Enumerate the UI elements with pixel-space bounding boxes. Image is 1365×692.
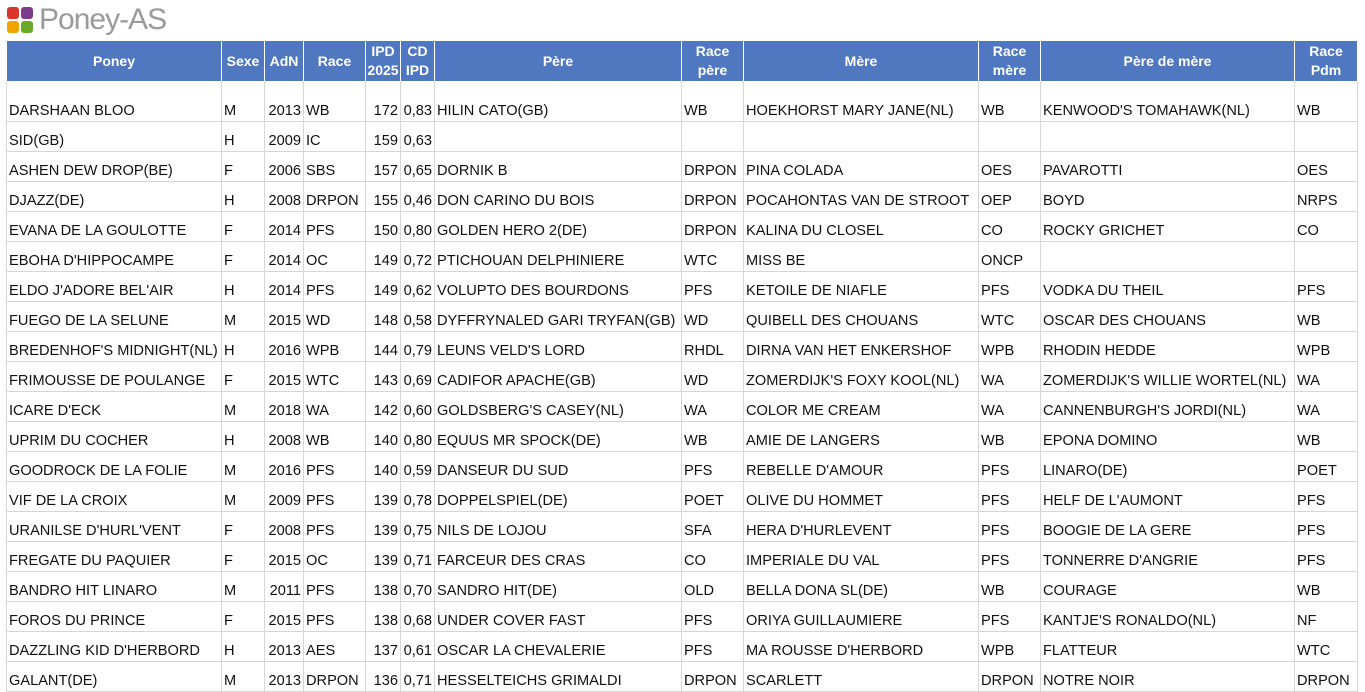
cell-sexe: F (222, 242, 265, 272)
cell-poney: VIF DE LA CROIX (7, 482, 222, 512)
cell-pere: VOLUPTO DES BOURDONS (435, 272, 682, 302)
cell-cd-ipd: 0,71 (401, 662, 435, 692)
cell-ipd-2025: 143 (366, 362, 401, 392)
column-header-cd-ipd[interactable]: CD IPD (401, 41, 435, 82)
cell-poney: ASHEN DEW DROP(BE) (7, 152, 222, 182)
cell-pere: DYFFRYNALED GARI TRYFAN(GB) (435, 302, 682, 332)
cell-mere (744, 122, 979, 152)
cell-race-pere: WB (682, 422, 744, 452)
cell-race-pere: POET (682, 482, 744, 512)
cell-ipd-2025: 142 (366, 392, 401, 422)
cell-mere: HERA D'HURLEVENT (744, 512, 979, 542)
cell-cd-ipd: 0,62 (401, 272, 435, 302)
table-row[interactable] (7, 632, 1358, 662)
cell-race-pdm: WB (1295, 302, 1358, 332)
cell-mere: MA ROUSSE D'HERBORD (744, 632, 979, 662)
cell-sexe: H (222, 422, 265, 452)
cell-sexe: H (222, 632, 265, 662)
cell-race-mere: PFS (979, 602, 1041, 632)
app-logo (7, 3, 166, 37)
cell-poney: BREDENHOF'S MIDNIGHT(NL) (7, 332, 222, 362)
cell-race: PFS (304, 482, 366, 512)
cell-cd-ipd: 0,46 (401, 182, 435, 212)
cell-race-pere: DRPON (682, 182, 744, 212)
cell-race: IC (304, 122, 366, 152)
cell-race-mere: OES (979, 152, 1041, 182)
cell-race-mere: CO (979, 212, 1041, 242)
table-row[interactable] (7, 82, 1358, 122)
cell-cd-ipd: 0,80 (401, 212, 435, 242)
cell-poney: GALANT(DE) (7, 662, 222, 692)
cell-poney: EVANA DE LA GOULOTTE (7, 212, 222, 242)
column-header-race-pdm[interactable]: Race Pdm (1295, 41, 1358, 82)
cell-race: WD (304, 302, 366, 332)
cell-ipd-2025: 138 (366, 572, 401, 602)
cell-race-mere: WB (979, 572, 1041, 602)
cell-mere: PINA COLADA (744, 152, 979, 182)
cell-mere: KETOILE DE NIAFLE (744, 272, 979, 302)
cell-pere: FARCEUR DES CRAS (435, 542, 682, 572)
cell-cd-ipd: 0,80 (401, 422, 435, 452)
logo-square-red (7, 7, 19, 19)
cell-cd-ipd: 0,75 (401, 512, 435, 542)
cell-poney: UPRIM DU COCHER (7, 422, 222, 452)
cell-pere: GOLDEN HERO 2(DE) (435, 212, 682, 242)
cell-race-pdm: WB (1295, 82, 1358, 122)
cell-sexe: H (222, 272, 265, 302)
cell-cd-ipd: 0,83 (401, 82, 435, 122)
cell-pere-de-mere: COURAGE (1041, 572, 1295, 602)
cell-race-mere: WPB (979, 332, 1041, 362)
cell-race-mere: WB (979, 422, 1041, 452)
cell-race-pdm: NRPS (1295, 182, 1358, 212)
cell-race-mere: PFS (979, 482, 1041, 512)
cell-pere: NILS DE LOJOU (435, 512, 682, 542)
column-header-ipd-2025[interactable]: IPD 2025 (366, 41, 401, 82)
cell-race-mere: WTC (979, 302, 1041, 332)
cell-ipd-2025: 139 (366, 542, 401, 572)
column-header-pere[interactable]: Père (435, 41, 682, 82)
cell-pere: GOLDSBERG'S CASEY(NL) (435, 392, 682, 422)
table-row[interactable] (7, 482, 1358, 512)
cell-race-mere: WA (979, 392, 1041, 422)
cell-race-pdm: DRPON (1295, 662, 1358, 692)
cell-sexe: M (222, 392, 265, 422)
cell-ipd-2025: 140 (366, 422, 401, 452)
cell-ipd-2025: 137 (366, 632, 401, 662)
cell-race-mere: PFS (979, 272, 1041, 302)
cell-pere: DON CARINO DU BOIS (435, 182, 682, 212)
cell-race-pdm: WB (1295, 572, 1358, 602)
cell-poney: DAZZLING KID D'HERBORD (7, 632, 222, 662)
column-header-race-pere[interactable]: Race père (682, 41, 744, 82)
cell-race-pdm: WB (1295, 422, 1358, 452)
cell-ipd-2025: 136 (366, 662, 401, 692)
cell-race-pere: WD (682, 362, 744, 392)
table-row[interactable] (7, 302, 1358, 332)
cell-sexe: M (222, 452, 265, 482)
cell-mere: ORIYA GUILLAUMIERE (744, 602, 979, 632)
cell-ipd-2025: 139 (366, 482, 401, 512)
cell-sexe: H (222, 332, 265, 362)
cell-sexe: M (222, 662, 265, 692)
cell-poney: FRIMOUSSE DE POULANGE (7, 362, 222, 392)
cell-cd-ipd: 0,59 (401, 452, 435, 482)
cell-sexe: M (222, 302, 265, 332)
cell-adn: 2015 (265, 362, 304, 392)
logo-square-green (21, 21, 33, 33)
cell-sexe: F (222, 152, 265, 182)
cell-sexe: F (222, 212, 265, 242)
cell-race: AES (304, 632, 366, 662)
cell-sexe: M (222, 572, 265, 602)
cell-race-pdm: WTC (1295, 632, 1358, 662)
cell-race-pdm: WPB (1295, 332, 1358, 362)
cell-adn: 2014 (265, 272, 304, 302)
cell-poney: DARSHAAN BLOO (7, 82, 222, 122)
cell-poney: BANDRO HIT LINARO (7, 572, 222, 602)
cell-race-pdm: PFS (1295, 272, 1358, 302)
cell-race-mere: ONCP (979, 242, 1041, 272)
cell-race-pdm (1295, 122, 1358, 152)
cell-race: PFS (304, 572, 366, 602)
cell-pere-de-mere (1041, 242, 1295, 272)
cell-pere-de-mere: VODKA DU THEIL (1041, 272, 1295, 302)
cell-adn: 2009 (265, 122, 304, 152)
cell-race-pdm: NF (1295, 602, 1358, 632)
cell-sexe: M (222, 482, 265, 512)
cell-mere: MISS BE (744, 242, 979, 272)
cell-race-pere: WD (682, 302, 744, 332)
cell-race-pere: WB (682, 82, 744, 122)
cell-sexe: F (222, 512, 265, 542)
cell-race-pere: DRPON (682, 152, 744, 182)
table-row[interactable] (7, 392, 1358, 422)
column-header-race-mere[interactable]: Race mère (979, 41, 1041, 82)
cell-ipd-2025: 159 (366, 122, 401, 152)
cell-mere: QUIBELL DES CHOUANS (744, 302, 979, 332)
cell-pere (435, 122, 682, 152)
cell-race-pdm: PFS (1295, 542, 1358, 572)
cell-poney: URANILSE D'HURL'VENT (7, 512, 222, 542)
cell-race-pere: CO (682, 542, 744, 572)
cell-race-mere: OEP (979, 182, 1041, 212)
cell-race-mere: PFS (979, 512, 1041, 542)
cell-cd-ipd: 0,70 (401, 572, 435, 602)
table-row[interactable] (7, 662, 1358, 692)
column-header-pere-de-mere[interactable]: Père de mère (1041, 41, 1295, 82)
cell-mere: COLOR ME CREAM (744, 392, 979, 422)
cell-poney: ICARE D'ECK (7, 392, 222, 422)
table-row[interactable] (7, 122, 1358, 152)
cell-adn: 2008 (265, 182, 304, 212)
cell-pere-de-mere: BOOGIE DE LA GERE (1041, 512, 1295, 542)
cell-mere: OLIVE DU HOMMET (744, 482, 979, 512)
cell-pere-de-mere: EPONA DOMINO (1041, 422, 1295, 452)
app-title: Poney-AS (39, 3, 167, 36)
cell-race-pere: PFS (682, 632, 744, 662)
cell-race: PFS (304, 512, 366, 542)
cell-pere: EQUUS MR SPOCK(DE) (435, 422, 682, 452)
cell-race-pdm: WA (1295, 392, 1358, 422)
cell-pere: SANDRO HIT(DE) (435, 572, 682, 602)
cell-sexe: F (222, 362, 265, 392)
column-header-poney[interactable]: Poney (7, 41, 222, 82)
cell-race-pdm: CO (1295, 212, 1358, 242)
cell-race-mere: PFS (979, 542, 1041, 572)
cell-race-pere: SFA (682, 512, 744, 542)
column-header-race[interactable]: Race (304, 41, 366, 82)
table-row[interactable] (7, 452, 1358, 482)
cell-pere: PTICHOUAN DELPHINIERE (435, 242, 682, 272)
cell-race-pdm: PFS (1295, 512, 1358, 542)
cell-race: WTC (304, 362, 366, 392)
cell-race-mere: DRPON (979, 662, 1041, 692)
cell-sexe: M (222, 82, 265, 122)
cell-sexe: F (222, 602, 265, 632)
cell-race-pere: DRPON (682, 212, 744, 242)
cell-mere: ZOMERDIJK'S FOXY KOOL(NL) (744, 362, 979, 392)
cell-race-pdm: OES (1295, 152, 1358, 182)
table-header-row (7, 41, 1358, 82)
cell-race-pere (682, 122, 744, 152)
cell-mere: HOEKHORST MARY JANE(NL) (744, 82, 979, 122)
cell-adn: 2009 (265, 482, 304, 512)
cell-pere-de-mere: LINARO(DE) (1041, 452, 1295, 482)
cell-race-mere: WB (979, 82, 1041, 122)
cell-race-pere: WA (682, 392, 744, 422)
cell-adn: 2015 (265, 602, 304, 632)
cell-poney: ELDO J'ADORE BEL'AIR (7, 272, 222, 302)
cell-race-pere: WTC (682, 242, 744, 272)
cell-poney: FREGATE DU PAQUIER (7, 542, 222, 572)
cell-race: WA (304, 392, 366, 422)
cell-cd-ipd: 0,63 (401, 122, 435, 152)
column-header-mere[interactable]: Mère (744, 41, 979, 82)
cell-race-mere: WA (979, 362, 1041, 392)
cell-adn: 2016 (265, 452, 304, 482)
cell-adn: 2015 (265, 302, 304, 332)
cell-sexe: H (222, 182, 265, 212)
cell-adn: 2013 (265, 632, 304, 662)
cell-adn: 2013 (265, 662, 304, 692)
cell-race-pere: RHDL (682, 332, 744, 362)
cell-race-pere: PFS (682, 272, 744, 302)
cell-race: PFS (304, 602, 366, 632)
column-header-adn[interactable]: AdN (265, 41, 304, 82)
cell-cd-ipd: 0,68 (401, 602, 435, 632)
cell-race-pere: PFS (682, 452, 744, 482)
cell-cd-ipd: 0,78 (401, 482, 435, 512)
cell-pere-de-mere: CANNENBURGH'S JORDI(NL) (1041, 392, 1295, 422)
cell-pere: DANSEUR DU SUD (435, 452, 682, 482)
cell-ipd-2025: 139 (366, 512, 401, 542)
table-row[interactable] (7, 512, 1358, 542)
cell-mere: IMPERIALE DU VAL (744, 542, 979, 572)
cell-pere: OSCAR LA CHEVALERIE (435, 632, 682, 662)
cell-adn: 2008 (265, 512, 304, 542)
table-row[interactable] (7, 182, 1358, 212)
cell-ipd-2025: 150 (366, 212, 401, 242)
cell-adn: 2014 (265, 212, 304, 242)
cell-ipd-2025: 149 (366, 272, 401, 302)
cell-race-pere: DRPON (682, 662, 744, 692)
cell-mere: DIRNA VAN HET ENKERSHOF (744, 332, 979, 362)
cell-race: PFS (304, 452, 366, 482)
table-row[interactable] (7, 332, 1358, 362)
cell-sexe: H (222, 122, 265, 152)
table-row[interactable] (7, 422, 1358, 452)
cell-mere: REBELLE D'AMOUR (744, 452, 979, 482)
table-row[interactable] (7, 212, 1358, 242)
logo-square-orange (7, 21, 19, 33)
cell-cd-ipd: 0,71 (401, 542, 435, 572)
cell-ipd-2025: 157 (366, 152, 401, 182)
cell-ipd-2025: 140 (366, 452, 401, 482)
cell-adn: 2006 (265, 152, 304, 182)
cell-cd-ipd: 0,58 (401, 302, 435, 332)
cell-pere-de-mere: KENWOOD'S TOMAHAWK(NL) (1041, 82, 1295, 122)
cell-race: WB (304, 422, 366, 452)
cell-adn: 2011 (265, 572, 304, 602)
cell-poney: FUEGO DE LA SELUNE (7, 302, 222, 332)
cell-pere-de-mere: PAVAROTTI (1041, 152, 1295, 182)
cell-race-mere: WPB (979, 632, 1041, 662)
cell-pere: UNDER COVER FAST (435, 602, 682, 632)
cell-poney: FOROS DU PRINCE (7, 602, 222, 632)
table-body (7, 82, 1358, 692)
cell-race: WPB (304, 332, 366, 362)
cell-poney: EBOHA D'HIPPOCAMPE (7, 242, 222, 272)
cell-pere-de-mere: RHODIN HEDDE (1041, 332, 1295, 362)
cell-cd-ipd: 0,65 (401, 152, 435, 182)
table-row[interactable] (7, 242, 1358, 272)
cell-race-pdm: WA (1295, 362, 1358, 392)
cell-race-pere: OLD (682, 572, 744, 602)
cell-adn: 2014 (265, 242, 304, 272)
cell-poney: SID(GB) (7, 122, 222, 152)
cell-adn: 2018 (265, 392, 304, 422)
cell-pere-de-mere: TONNERRE D'ANGRIE (1041, 542, 1295, 572)
cell-race: PFS (304, 272, 366, 302)
cell-race: DRPON (304, 662, 366, 692)
cell-race-mere: PFS (979, 452, 1041, 482)
cell-pere: CADIFOR APACHE(GB) (435, 362, 682, 392)
cell-ipd-2025: 172 (366, 82, 401, 122)
cell-pere-de-mere: BOYD (1041, 182, 1295, 212)
cell-adn: 2013 (265, 82, 304, 122)
cell-adn: 2016 (265, 332, 304, 362)
cell-cd-ipd: 0,72 (401, 242, 435, 272)
cell-race-pdm: POET (1295, 452, 1358, 482)
cell-pere-de-mere (1041, 122, 1295, 152)
table-row[interactable] (7, 362, 1358, 392)
cell-race-mere (979, 122, 1041, 152)
cell-ipd-2025: 144 (366, 332, 401, 362)
cell-ipd-2025: 155 (366, 182, 401, 212)
table-row[interactable] (7, 152, 1358, 182)
cell-race: DRPON (304, 182, 366, 212)
column-header-sexe[interactable]: Sexe (222, 41, 265, 82)
cell-adn: 2015 (265, 542, 304, 572)
cell-mere: AMIE DE LANGERS (744, 422, 979, 452)
cell-poney: DJAZZ(DE) (7, 182, 222, 212)
ponies-table (6, 40, 1358, 692)
cell-race: WB (304, 82, 366, 122)
cell-cd-ipd: 0,79 (401, 332, 435, 362)
cell-cd-ipd: 0,60 (401, 392, 435, 422)
table-row[interactable] (7, 542, 1358, 572)
cell-cd-ipd: 0,69 (401, 362, 435, 392)
cell-pere-de-mere: OSCAR DES CHOUANS (1041, 302, 1295, 332)
table-row[interactable] (7, 572, 1358, 602)
cell-adn: 2008 (265, 422, 304, 452)
cell-pere-de-mere: KANTJE'S RONALDO(NL) (1041, 602, 1295, 632)
cell-race: OC (304, 542, 366, 572)
cell-pere: DORNIK B (435, 152, 682, 182)
cell-pere-de-mere: ROCKY GRICHET (1041, 212, 1295, 242)
cell-pere-de-mere: NOTRE NOIR (1041, 662, 1295, 692)
cell-pere: LEUNS VELD'S LORD (435, 332, 682, 362)
cell-mere: SCARLETT (744, 662, 979, 692)
cell-pere-de-mere: ZOMERDIJK'S WILLIE WORTEL(NL) (1041, 362, 1295, 392)
cell-pere-de-mere: HELF DE L'AUMONT (1041, 482, 1295, 512)
cell-mere: BELLA DONA SL(DE) (744, 572, 979, 602)
table-row[interactable] (7, 272, 1358, 302)
cell-sexe: F (222, 542, 265, 572)
cell-race-pdm (1295, 242, 1358, 272)
cell-race-pdm: PFS (1295, 482, 1358, 512)
cell-race-pere: PFS (682, 602, 744, 632)
cell-ipd-2025: 148 (366, 302, 401, 332)
table-row[interactable] (7, 602, 1358, 632)
cell-pere: HILIN CATO(GB) (435, 82, 682, 122)
logo-square-purple (21, 7, 33, 19)
cell-race: PFS (304, 212, 366, 242)
cell-mere: POCAHONTAS VAN DE STROOT (744, 182, 979, 212)
cell-pere: DOPPELSPIEL(DE) (435, 482, 682, 512)
cell-mere: KALINA DU CLOSEL (744, 212, 979, 242)
cell-ipd-2025: 149 (366, 242, 401, 272)
cell-poney: GOODROCK DE LA FOLIE (7, 452, 222, 482)
cell-cd-ipd: 0,61 (401, 632, 435, 662)
cell-ipd-2025: 138 (366, 602, 401, 632)
cell-race: OC (304, 242, 366, 272)
cell-pere: HESSELTEICHS GRIMALDI (435, 662, 682, 692)
logo-squares-icon (7, 7, 34, 34)
cell-pere-de-mere: FLATTEUR (1041, 632, 1295, 662)
cell-race: SBS (304, 152, 366, 182)
